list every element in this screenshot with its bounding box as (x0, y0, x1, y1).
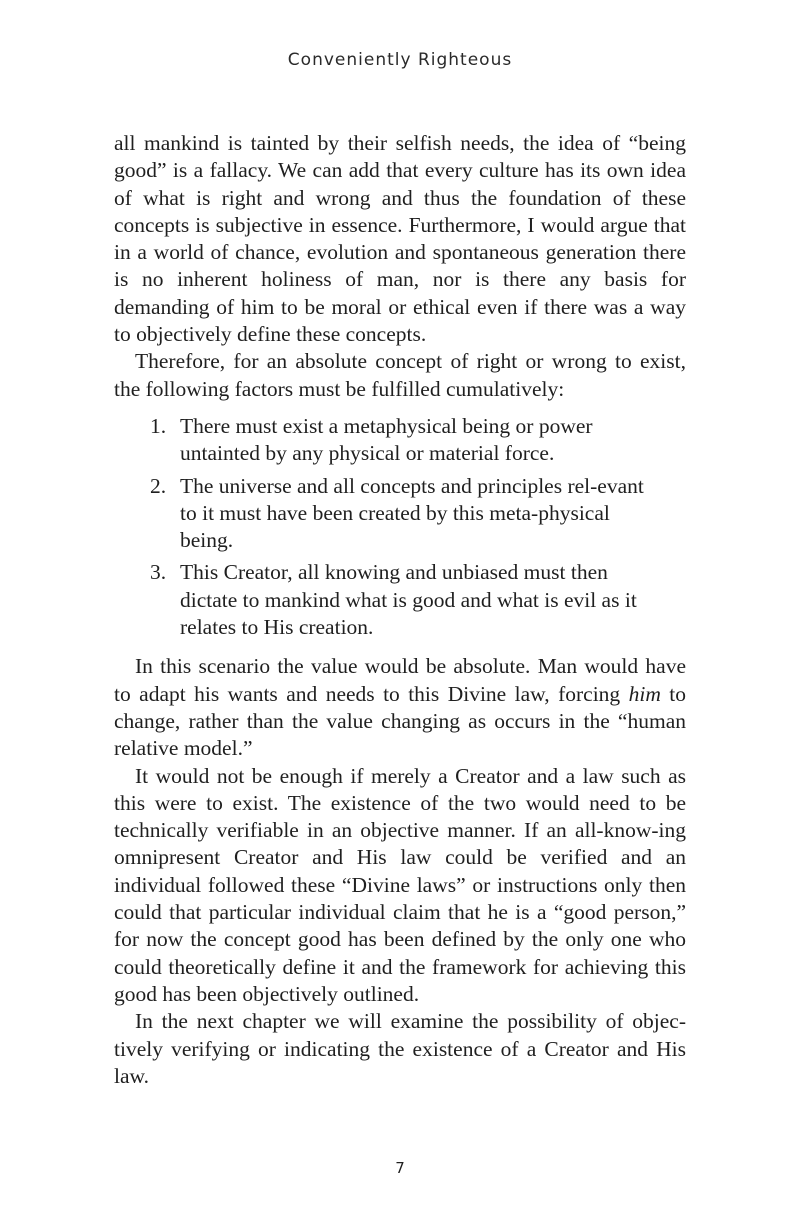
running-head: Conveniently Righteous (287, 50, 513, 70)
paragraph-5: In the next chapter we will examine the possibility of objec-tively verifying or indicating the existence of a Creator and His law. (114, 1009, 686, 1088)
numbered-list (114, 413, 686, 641)
list-item-text: There must exist a metaphysical being or power untainted by any physical or material force. (180, 413, 593, 466)
list-item-number: 2. (150, 473, 167, 498)
paragraph-4: It would not be enough if merely a Creator and a law such as this were to exist. The existence of the two would need to be technically verifiable in an objective manner. If an all-know-ing omnipresent Creator and His law could be verified and an individual followed these “Divine laws” or instructions only then could that particular individual claim that he is a “good person,” for now the concept good has been defined by the only one who could theoretically define it and the framework for achieving this good has been objectively outlined. (114, 763, 686, 1006)
paragraph-3-emphasis: him (628, 681, 661, 706)
body-text (114, 130, 686, 1090)
list-item-text: This Creator, all knowing and unbiased must then dictate to mankind what is good and what is evil as it relates to His creation. (180, 560, 637, 640)
paragraph-3-start: In this scenario the value would be absolute. Man would have to adapt his wants and needs to this Divine law, forcing (114, 654, 686, 706)
page-number: 7 (395, 1159, 405, 1177)
list-item (114, 413, 686, 468)
paragraph-3-end: to change, rather than the value changing as occurs in the “human relative model.” (114, 681, 686, 761)
paragraph-2: Therefore, for an absolute concept of right or wrong to exist, the following factors must be fulfilled cumulatively: (114, 349, 686, 401)
list-item (114, 559, 686, 641)
list-item-text: The universe and all concepts and principles rel-evant to it must have been created by this meta-physical being. (180, 473, 644, 553)
list-item (114, 473, 686, 555)
paragraph-3 (114, 653, 686, 762)
list-item-number: 3. (150, 560, 167, 585)
paragraph-1: all mankind is tainted by their selfish needs, the idea of “being good” is a fallacy. We can add that every culture has its own idea of what is right and wrong and thus the foundation of these concepts is subjective in essence. Furthermore, I would argue that in a world of chance, evolution and spontaneous generation there is no inherent holiness of man, nor is there any basis for demanding of him to be moral or ethical even if there was a way to objectively define these concepts. (114, 131, 686, 347)
list-item-number: 1. (150, 413, 167, 438)
